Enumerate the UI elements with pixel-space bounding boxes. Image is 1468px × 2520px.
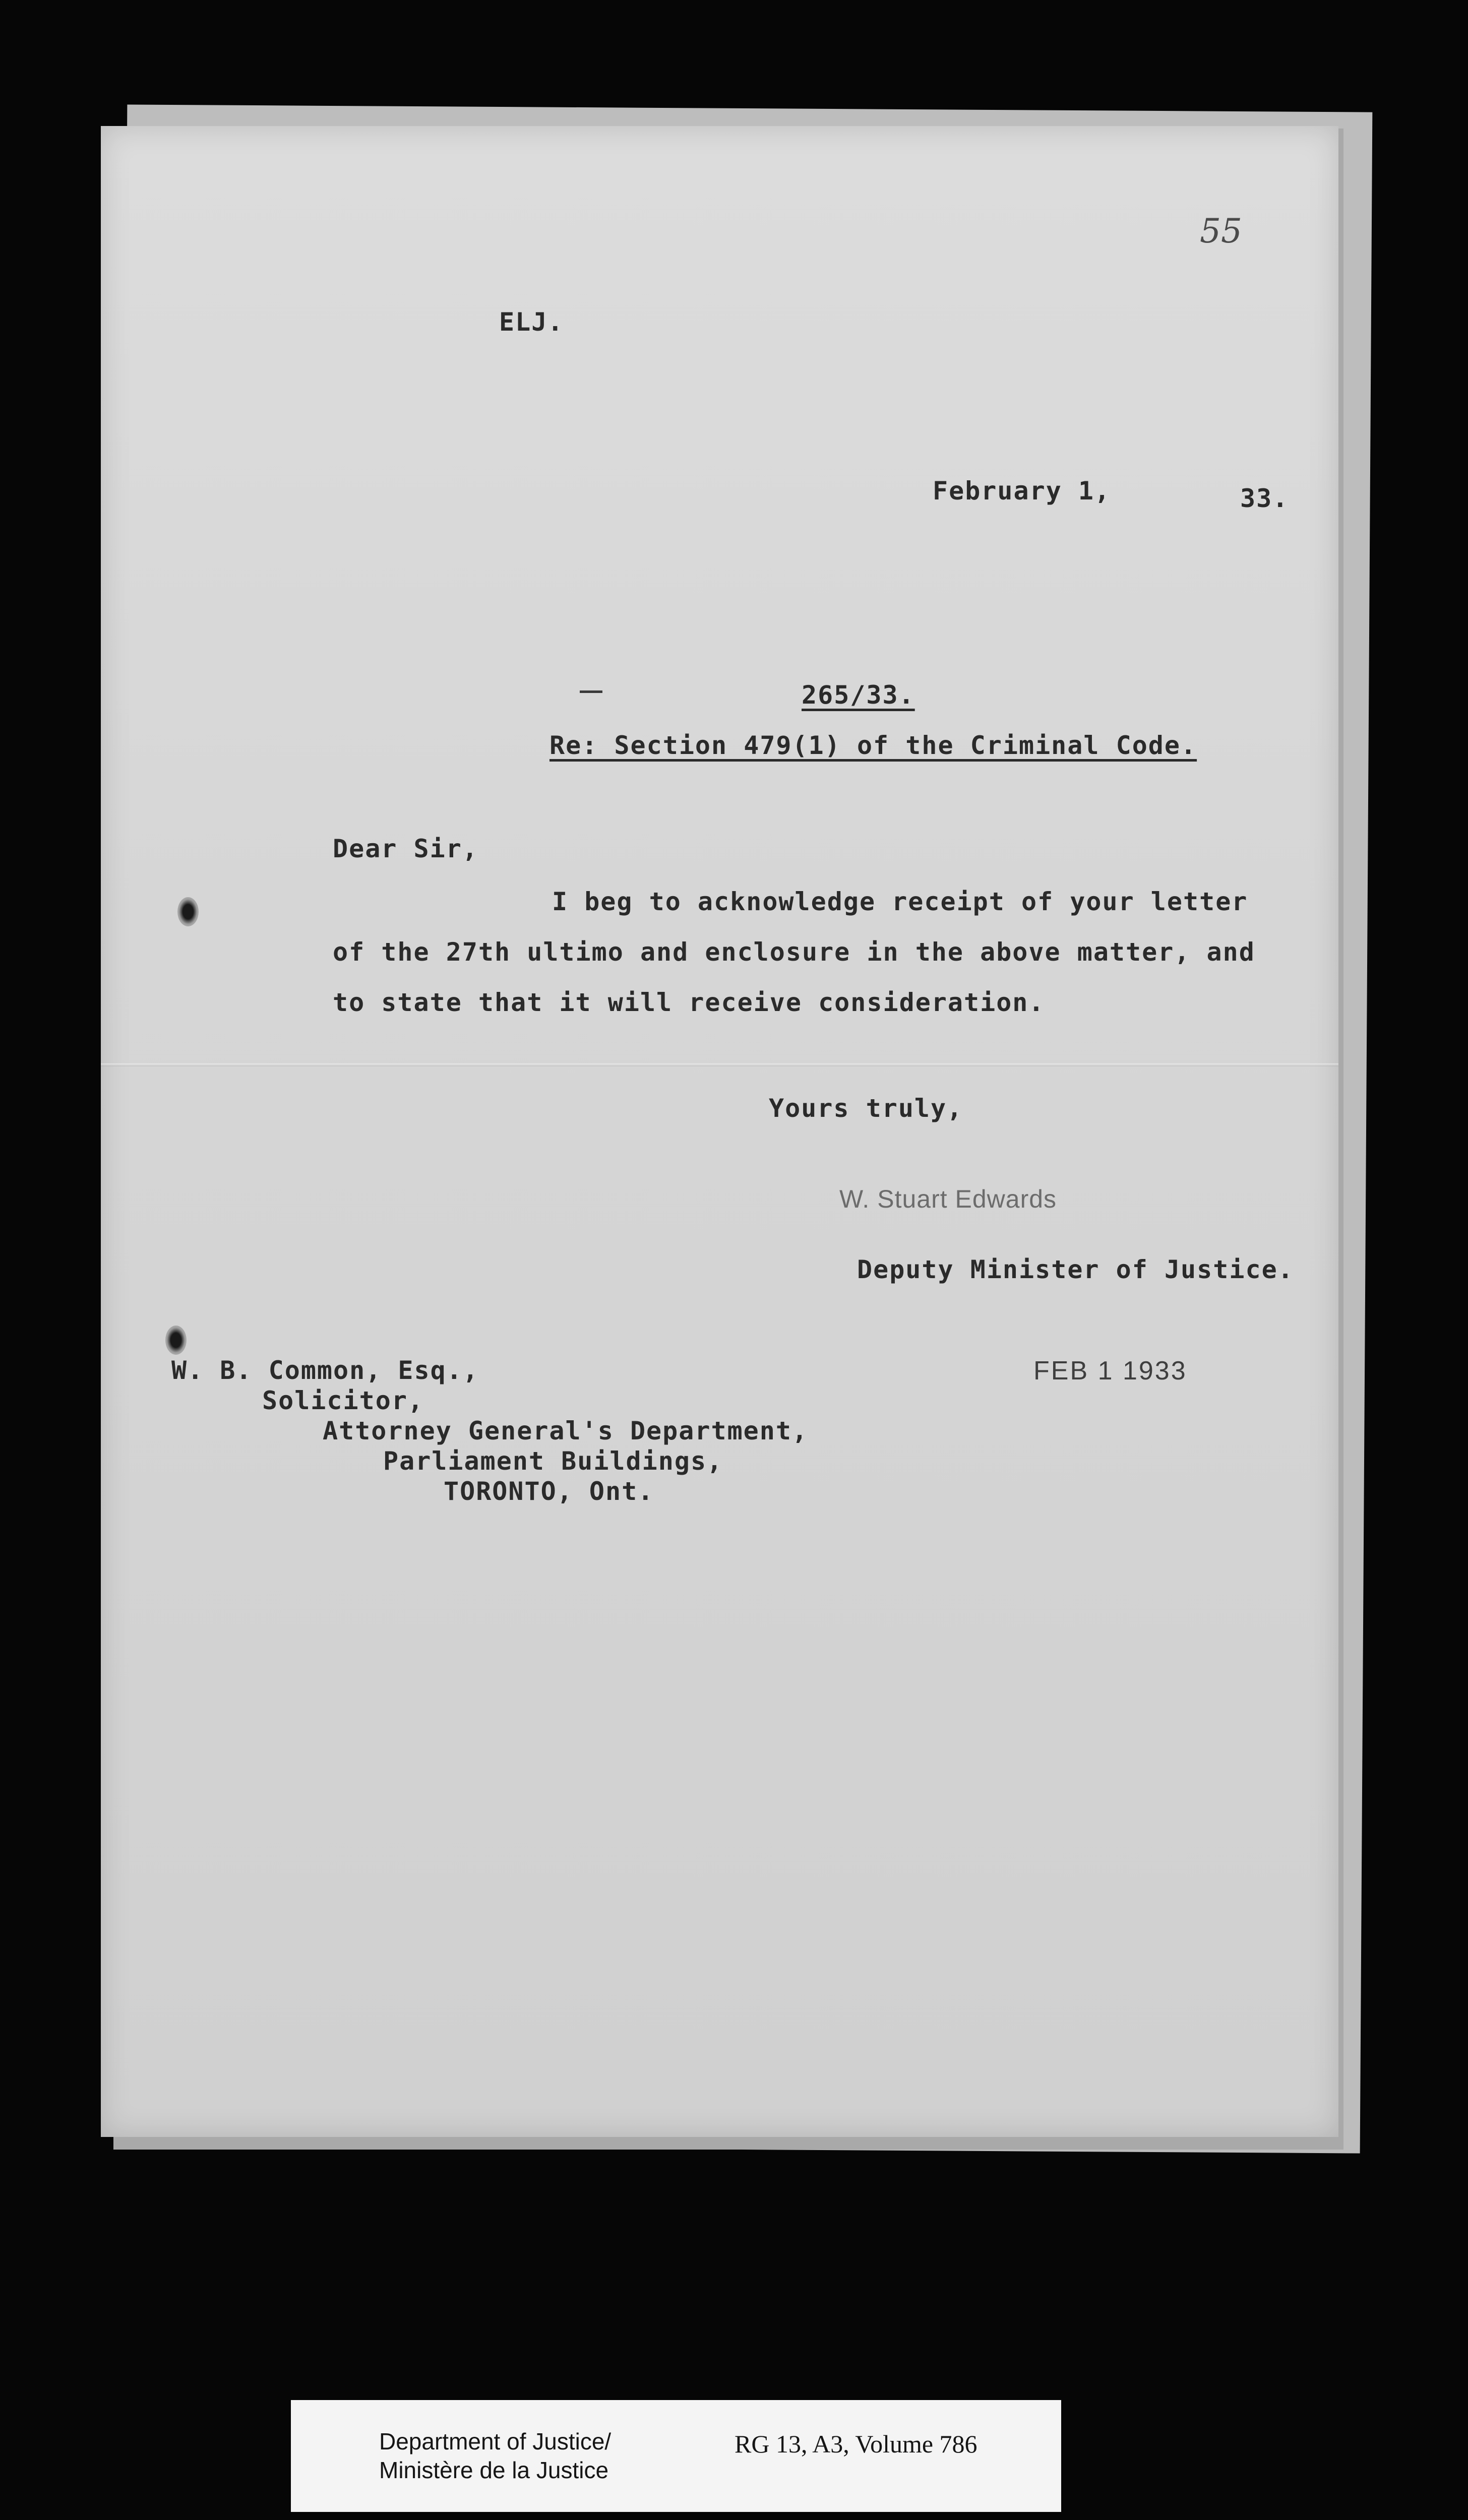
address-line: Solicitor,: [262, 1386, 424, 1415]
closing: Yours truly,: [769, 1094, 963, 1123]
letter-page: [101, 126, 1338, 2137]
punch-hole: [177, 897, 199, 926]
body-line: of the 27th ultimo and enclosure in the above matter, and: [333, 937, 1255, 967]
address-line: W. B. Common, Esq.,: [171, 1356, 479, 1385]
margin-mark: [580, 690, 602, 693]
body-line: I beg to acknowledge receipt of your letter: [552, 887, 1248, 916]
body-line: to state that it will receive consideration.: [333, 988, 1045, 1017]
department-english: Department of Justice/: [379, 2428, 611, 2454]
file-number: 265/33.: [802, 680, 915, 710]
signature-stamp: W. Stuart Edwards: [839, 1185, 1057, 1213]
address-line: Attorney General's Department,: [323, 1416, 809, 1445]
signer-title: Deputy Minister of Justice.: [857, 1255, 1294, 1284]
subject-line: Re: Section 479(1) of the Criminal Code.: [549, 731, 1197, 760]
salutation: Dear Sir,: [333, 834, 478, 863]
typist-initials: ELJ.: [499, 307, 564, 337]
record-group-reference: RG 13, A3, Volume 786: [735, 2430, 977, 2458]
department-french: Ministère de la Justice: [379, 2457, 609, 2483]
paper-fold: [101, 1063, 1338, 1066]
punch-hole: [165, 1326, 187, 1355]
address-line: TORONTO, Ont.: [444, 1477, 654, 1506]
address-line: Parliament Buildings,: [383, 1446, 723, 1476]
archive-reference-label: [291, 2400, 1061, 2512]
letter-date-year: 33.: [1240, 484, 1289, 513]
letter-date: February 1,: [933, 476, 1111, 506]
page-number: 55: [1200, 212, 1242, 250]
date-stamp: FEB 1 1933: [1033, 1356, 1187, 1385]
